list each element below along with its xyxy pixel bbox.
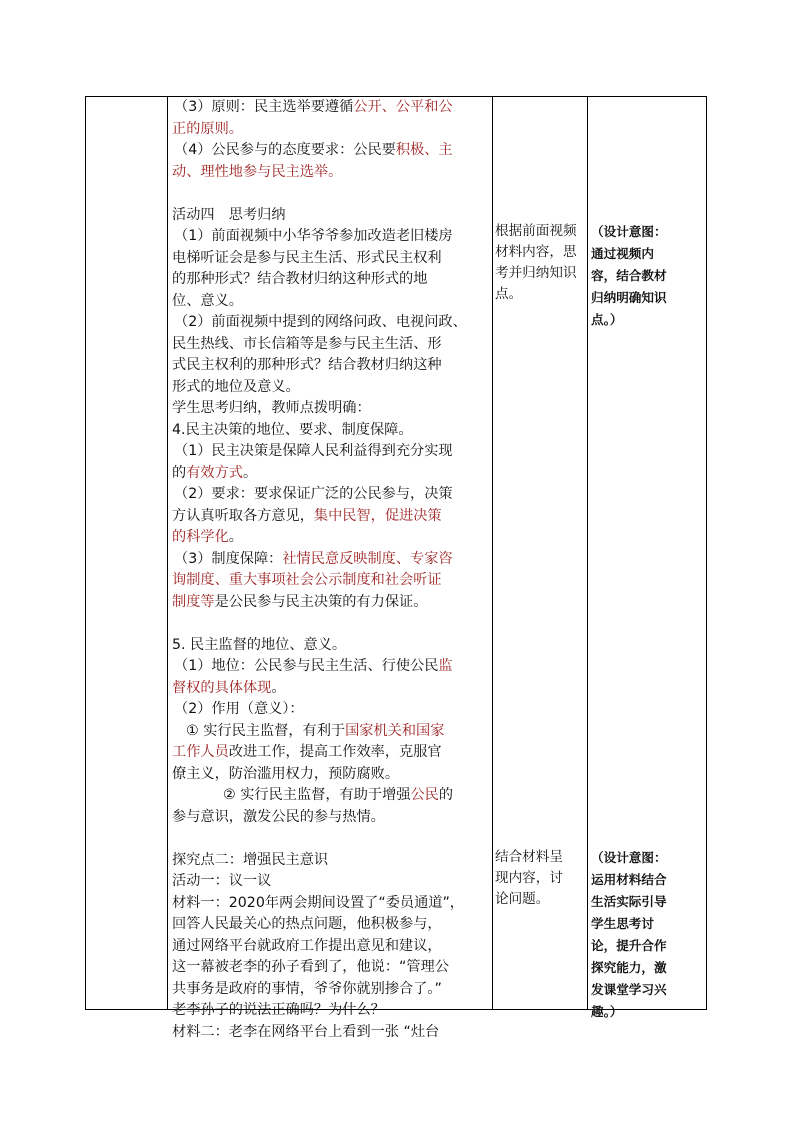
text-line: （2）作用（意义）： <box>174 701 304 717</box>
text-line: 材料一：2020年两会期间设置了“委员通道”， <box>172 894 464 911</box>
text-line: 点。） <box>591 312 623 327</box>
text-line: （设计意图： <box>591 224 667 239</box>
text-line: （3）原则：民主选举要遵循公开、公平和公 <box>174 99 453 115</box>
text-line: 的有效方式。 <box>172 464 258 481</box>
text-line: 民生热线、市长信箱等是参与民主生活、形 <box>172 335 442 352</box>
text-line: （2）要求：要求保证广泛的公民参与，决策 <box>174 486 453 502</box>
text-line: 考并归纳知识 <box>495 265 577 281</box>
text-line: 询制度、重大事项社会公示制度和社会听证 <box>172 572 442 588</box>
text-line: （1）民主决策是保障人民利益得到充分实现 <box>174 443 453 459</box>
section-heading: 探究点二：增强民主意识 <box>172 851 329 868</box>
text-line: 电梯听证会是参与民主生活、形式民主权利 <box>172 249 442 266</box>
text-line: 老李孙子的说法正确吗？为什么？ <box>172 1002 385 1018</box>
text-line: ① 实行民主监督，有利于国家机关和国家 <box>186 722 445 739</box>
text-line: （2）前面视频中提到的网络问政、电视问政、 <box>174 314 467 330</box>
text-line: 这一幕被老李的孙子看到了，他说：“管理公 <box>172 959 449 975</box>
text-line: 归纳明确知识 <box>591 290 667 305</box>
text-line: （1）地位：公民参与民主生活、行使公民监 <box>174 658 453 674</box>
text-line: 正的原则。 <box>172 120 243 137</box>
text-line: 5. 民主监督的地位、意义。 <box>172 636 347 653</box>
text-line: 趣。） <box>591 1004 623 1019</box>
student-activity-block-1 <box>495 221 577 305</box>
column-divider-1 <box>167 97 168 1009</box>
lesson-plan-table <box>85 96 707 1040</box>
text-line: 工作人员改进工作，提高工作效率，克服官 <box>172 744 442 760</box>
text-line: 通过视频内 <box>591 246 654 261</box>
text-line: ② 实行民主监督，有助于增强公民的 <box>223 787 454 803</box>
text-line: 督权的具体体现。 <box>172 679 286 696</box>
text-line: 论，提升合作 <box>591 938 667 953</box>
text-line: 论问题。 <box>495 891 550 907</box>
text-line: 形式的地位及意义。 <box>172 378 300 395</box>
text-line: 回答人民最关心的热点问题，他积极参与， <box>172 916 442 932</box>
column-divider-3 <box>587 97 588 1009</box>
text-line: 通过网络平台就政府工作提出意见和建议， <box>172 937 442 954</box>
text-line: 探究能力，激 <box>591 960 667 975</box>
text-line: （1）前面视频中小华爷爷参加改造老旧楼房 <box>174 228 453 244</box>
text-line: 位、意义。 <box>172 292 243 309</box>
text-line: 僚主义，防治滥用权力，预防腐败。 <box>172 765 400 782</box>
design-intent-block-2 <box>591 847 703 1023</box>
student-activity-block-2 <box>495 847 577 910</box>
text-line: 动、理性地参与民主选举。 <box>172 163 343 180</box>
text-line: （设计意图： <box>591 850 667 865</box>
text-line: 点。 <box>495 286 523 302</box>
text-line: 式民主权利的那种形式？结合教材归纳这种 <box>172 357 442 373</box>
text-line: 材料二：老李在网络平台上看到一张 “灶台 <box>172 1023 440 1040</box>
text-line: 生活实际引导 <box>591 894 667 909</box>
text-line: 参与意识，激发公民的参与热情。 <box>172 808 385 825</box>
text-line: 共事务是政府的事情，爷爷你就别掺合了。” <box>172 980 442 997</box>
text-line: 的那种形式？结合教材归纳这种形式的地 <box>172 271 428 287</box>
text-line: 根据前面视频 <box>495 223 577 239</box>
text-line: 学生思考讨 <box>591 916 654 931</box>
text-line: 运用材料结合 <box>591 872 667 887</box>
text-line: 方认真听取各方意见，集中民智，促进决策 <box>172 507 442 524</box>
design-intent-block-1 <box>591 221 703 331</box>
text-line: 结合材料呈 <box>495 849 563 865</box>
activity-heading: 活动一：议一议 <box>172 873 272 889</box>
text-line: 现内容，讨 <box>495 870 563 886</box>
text-line: 发课堂学习兴 <box>591 982 667 997</box>
text-line: （3）制度保障：社情民意反映制度、专家咨 <box>174 550 453 567</box>
text-line: （4）公民参与的态度要求：公民要积极、主 <box>174 142 453 158</box>
text-line: 的科学化。 <box>172 529 243 545</box>
text-line: 容，结合教材 <box>591 268 667 283</box>
text-line: 制度等是公民参与民主决策的有力保证。 <box>172 593 428 610</box>
text-line: 材料内容，思 <box>495 244 577 260</box>
text-line: 4.民主决策的地位、要求、制度保障。 <box>172 421 413 438</box>
text-line: 学生思考归纳，教师点拨明确： <box>172 400 371 416</box>
activity-heading: 活动四 思考归纳 <box>172 206 286 223</box>
